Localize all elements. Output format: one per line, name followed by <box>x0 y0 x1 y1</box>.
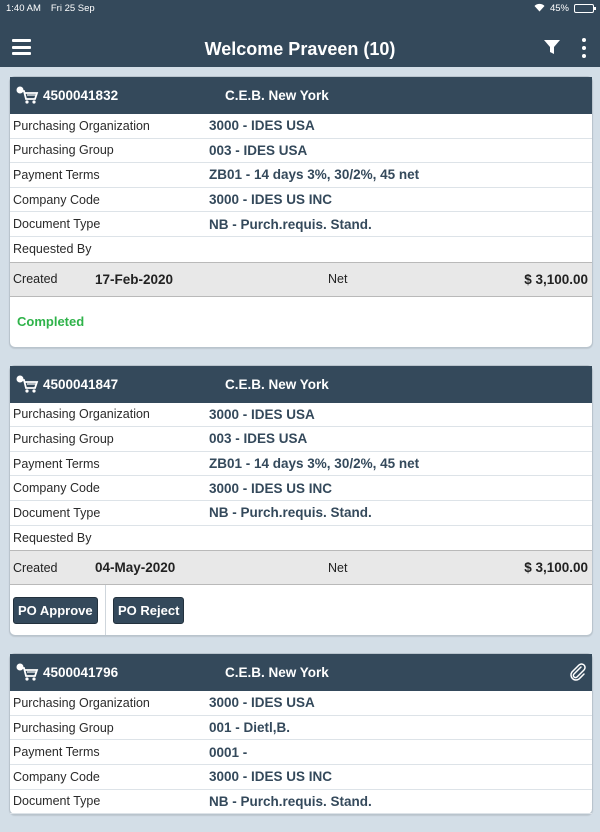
net-label: Net <box>328 272 348 287</box>
status-date: Fri 25 Sep <box>50 3 95 14</box>
field-label: Purchasing Organization <box>13 695 150 710</box>
detail-row <box>10 691 592 716</box>
cart-icon <box>16 662 38 682</box>
battery-icon <box>574 4 594 13</box>
po-number: 4500041796 <box>43 665 119 681</box>
field-label: Company Code <box>13 769 100 784</box>
field-label: Payment Terms <box>13 456 100 471</box>
field-value: ZB01 - 14 days 3%, 30/2%, 45 net <box>209 456 420 472</box>
net-amount: $ 3,100.00 <box>524 271 588 287</box>
card-header <box>10 366 592 403</box>
status-bar <box>0 0 600 17</box>
detail-row <box>10 139 592 164</box>
net-label: Net <box>328 560 348 575</box>
field-label: Requested By <box>13 530 92 545</box>
field-value: 3000 - IDES US INC <box>209 769 333 785</box>
created-label: Created <box>13 272 58 287</box>
attachment-icon[interactable] <box>569 663 587 681</box>
status-completed: Completed <box>17 314 85 330</box>
created-label: Created <box>13 560 58 575</box>
status-time: 1:40 AM <box>6 3 41 14</box>
more-icon[interactable] <box>580 38 588 58</box>
summary-row <box>10 262 592 297</box>
created-date: 17-Feb-2020 <box>95 271 174 287</box>
page-title: Welcome Praveen (10) <box>204 39 396 59</box>
cart-icon <box>16 85 38 105</box>
reject-cell <box>106 585 184 635</box>
detail-row <box>10 163 592 188</box>
detail-row <box>10 476 592 501</box>
action-bar <box>10 585 592 635</box>
detail-row <box>10 427 592 452</box>
status-area <box>10 297 592 347</box>
detail-row <box>10 790 592 815</box>
field-value: NB - Purch.requis. Stand. <box>209 216 372 232</box>
field-value: 0001 - <box>209 744 248 760</box>
filter-icon[interactable] <box>543 39 561 55</box>
field-label: Purchasing Organization <box>13 407 150 422</box>
vendor-name: C.E.B. New York <box>225 88 329 103</box>
created-date: 04-May-2020 <box>95 560 176 576</box>
cart-icon <box>16 374 38 394</box>
detail-row <box>10 526 592 551</box>
approve-cell <box>10 585 106 635</box>
detail-row <box>10 452 592 477</box>
field-value: 3000 - IDES USA <box>209 118 315 134</box>
po-list <box>9 76 593 832</box>
field-value: 003 - IDES USA <box>209 142 308 158</box>
field-label: Requested By <box>13 242 92 257</box>
summary-row <box>10 550 592 585</box>
po-reject-button[interactable]: PO Reject <box>113 597 184 624</box>
detail-row <box>10 740 592 765</box>
field-label: Payment Terms <box>13 745 100 760</box>
field-value: NB - Purch.requis. Stand. <box>209 505 372 521</box>
field-value: 3000 - IDES USA <box>209 406 315 422</box>
detail-row <box>10 501 592 526</box>
field-label: Document Type <box>13 505 101 520</box>
wifi-icon <box>534 3 545 15</box>
field-label: Purchasing Group <box>13 143 114 158</box>
vendor-name: C.E.B. New York <box>225 665 329 681</box>
field-label: Company Code <box>13 481 100 496</box>
net-amount: $ 3,100.00 <box>524 560 588 576</box>
field-value: 3000 - IDES USA <box>209 695 315 711</box>
po-number: 4500041832 <box>43 88 119 103</box>
card-header <box>10 654 592 691</box>
field-value: 3000 - IDES US INC <box>209 192 333 208</box>
detail-row <box>10 212 592 237</box>
card-header <box>10 77 592 114</box>
field-label: Document Type <box>13 794 101 809</box>
field-value: 001 - Dietl,B. <box>209 720 291 736</box>
field-value: 3000 - IDES US INC <box>209 480 333 496</box>
detail-row <box>10 188 592 213</box>
po-approve-button[interactable]: PO Approve <box>13 597 98 624</box>
battery-percent: 45% <box>549 3 569 14</box>
field-label: Purchasing Group <box>13 720 114 735</box>
detail-row <box>10 114 592 139</box>
field-label: Payment Terms <box>13 167 100 182</box>
field-label: Document Type <box>13 217 101 232</box>
field-label: Purchasing Organization <box>13 118 150 133</box>
po-card[interactable] <box>9 76 593 348</box>
detail-row <box>10 237 592 262</box>
field-value: ZB01 - 14 days 3%, 30/2%, 45 net <box>209 167 420 183</box>
field-label: Company Code <box>13 192 100 207</box>
nav-bar <box>0 17 600 67</box>
po-card[interactable] <box>9 653 593 815</box>
po-number: 4500041847 <box>43 376 119 392</box>
vendor-name: C.E.B. New York <box>225 376 329 392</box>
detail-row <box>10 403 592 428</box>
field-label: Purchasing Group <box>13 431 114 446</box>
detail-row <box>10 716 592 741</box>
field-value: NB - Purch.requis. Stand. <box>209 793 372 809</box>
detail-row <box>10 765 592 790</box>
po-card[interactable] <box>9 365 593 637</box>
field-value: 003 - IDES USA <box>209 431 308 447</box>
